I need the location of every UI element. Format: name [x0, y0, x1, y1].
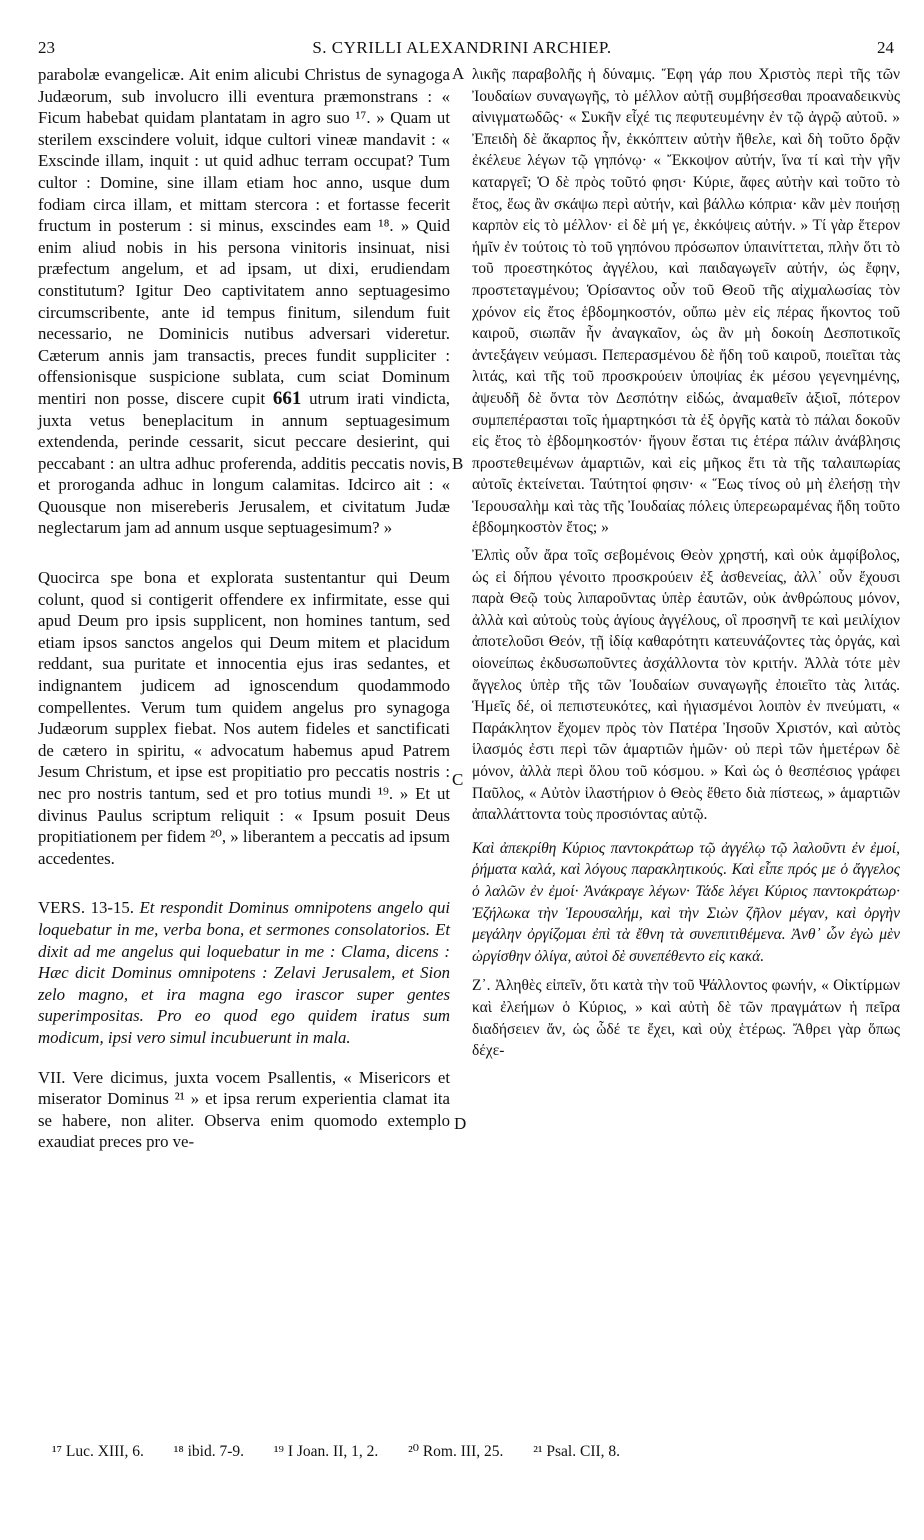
footnotes: [52, 1442, 912, 1461]
greek-paragraph-1: λικῆς παραβολῆς ἡ δύναμις. Ἔφη γάρ που Χριστὸς περὶ τῆς τῶν Ἰουδαίων συναγωγῆς, τὸ μέλλον αὐτῇ συμβήσεσθαι προαναδεικνὺς αἰνιγματωδῶς· « Συκῆν εἶχέ τις πεφυτευμένην ἐν τῷ ἀγρῷ αὐτοῦ. » Ἐπειδὴ δὲ ἄκαρπος ἦν, ἐκκόπτειν αὐτὴν ἤθελε, καὶ δὴ τοῦτο δρᾷν ἐκέλευε λέγων τῷ γηπόνῳ· « Ἔκκοψον αὐτήν, ἵνα τί καὶ τὴν γῆν καταργεῖ; Ὁ δὲ πρὸς τοῦτό φησι· Κύριε, ἄφες αὐτὴν καὶ τοῦτο τὸ ἔτος, ἕως ἂν σκάψω περὶ αὐτήν, καὶ βάλλω κόπρια· κἂν μὲν ποιήσῃ καρπὸν εἰς τὸ μέλλον· εἰ δὲ μή γε, ἐκκόψεις αὐτήν. » Τί γὰρ ἕτερον ἡμῖν ἐν τούτοις τὸ τοῦ γηπόνου πρόσωπον ὑπαινίττεται, πλὴν ὅτι τὸ τοῦ προεστηκότος ἀγγέλου, καὶ παιδαγωγεῖν αὐτήν, ὡς ἔφην, προστεταγμένου; Ὁρίσαντος οὖν τοῦ Θεοῦ τῆς αἰχμαλωσίας τὸν χρόνον εἰς ἔτος ἑβδομηκοστόν, οὔπω μὲν εἰς πέρας ἥκοντος τοῦ καιροῦ, σιωπᾶν ἦν ἀναγκαῖον, ὡς ἂν μὴ δοκοίη Δεσποτικοῖς ἀντεξάγειν νεύμασι. Πεπερασμένου δὲ ἤδη τοῦ καιροῦ, ποιεῖται τὰς λιτάς, καὶ τῆς τοῦ προσκρούειν ὑποψίας ἐκ μέσου γεγενημένης, ἀψευδῆ δὲ ὄντα τὸν Δεσπότην εἰδώς, ἀναμαθεῖν ἀξιοῖ, πότερον συμπεπέρασται τοῖς ἡμαρτηκόσι τὰ ἐξ ὀργῆς κατὰ τὸ πάλαι δοκοῦν εἰς ἔτος τὸ ἑβδομηκοστόν· ἤγουν ἔσται τις ἑτέρα πάλιν ἀνάβλησις προστεθειμένων ἁμαρτιῶν, καὶ εἰς μῆκος ἔτι τὰ τῆς ταλαιπωρίας αὐτοῖς ἐκτείνεται. Ταύτητοί φησιν· « Ἕως τίνος οὐ μὴ ἐλεήσῃ τὴν Ἱερουσαλὴμ καὶ τὰς τῆς Ἰουδαίας πόλεις ὑπερεωραμένας ἤδη τοῦτο ἑβδομηκοστὸν ἔτος; »: [472, 66, 900, 537]
greek-verse-paragraph: Καὶ ἀπεκρίθη Κύριος παντοκράτωρ τῷ ἀγγέλῳ τῷ λαλοῦντι ἐν ἐμοί, ῥήματα καλά, καὶ λόγους παρακλητικούς. Καὶ εἶπε πρός με ὁ ἄγγελος ὁ λαλῶν ἐν ἐμοί· Ἀνάκραγε λέγων· Τάδε λέγει Κύριος παντοκράτωρ· Ἐζήλωκα τὴν Ἱερουσαλήμ, καὶ τὴν Σιὼν ζῆλον μέγαν, καὶ ὀργὴν μεγάλην ὀργίζομαι ἐπὶ τὰ ἔθνη τὰ συνεπιτιθέμενα. Ἀνθ᾽ ὧν ἐγὼ μὲν ὠργίσθην ὀλίγα, αὐτοὶ δὲ συνεπέθεντο εἰς κακά.: [472, 839, 900, 965]
latin-paragraph-1b-text: utrum irati vindicta, juxta vetus beneplacitum in annum septuagesimum extendenda, perinde cessarit, sicut peccare desierint, qui peccabant : an ultra adhuc proferenda, additis peccatis novis, et proroganda adhuc in longum calamitas. Idcirco ait : « Quousque non misereberis Jerusalem, et civitatum Judæ neglectarum jam ad annum usque septuagesimum? »: [38, 388, 450, 538]
page-number-right: 24: [877, 38, 894, 57]
greek-column: [472, 64, 900, 1062]
margin-marker-d: D: [454, 1114, 467, 1133]
page-number-left: 23: [38, 38, 55, 57]
running-title: S. CYRILLI ALEXANDRINI ARCHIEP.: [312, 38, 612, 57]
latin-verse-paragraph: [38, 897, 450, 1048]
margin-marker-c: C: [452, 770, 464, 789]
latin-paragraph-1: [38, 64, 450, 539]
latin-paragraph-2: Quocirca spe bona et explorata sustentantur qui Deum colunt, quod si contigerit offendere ex infirmitate, esse qui apud Deum pro ipsis supplicent, non homines tantum, sed etiam ipsos sanctos angelos qui Deum mitem et placidum reddant, sua puritate et innocentia ejus iras sedantes, et indignantem judicem ad ignoscendum quodammodo compellentes. Verum tum quidem angelus pro synagoga Judæorum supplex fiebat. Nos autem fideles et sanctificati de cætero in spiritu, « advocatum habemus apud Patrem Jesum Christum, et ipse est propitiatio pro peccatis nostris : nec pro nostris tantum, sed et pro totius mundi ¹⁹. » Et ut divinus Paulus scriptum reliquit : « Ipsum posuit Deus propitiationem per fidem ²⁰, » liberantem a peccatis ad ipsum accedentes.: [38, 568, 450, 868]
greek-paragraph-2: Ἐλπὶς οὖν ἄρα τοῖς σεβομένοις Θεὸν χρηστή, καὶ οὐκ ἀμφίβολος, ὡς εἰ δήπου γένοιτο προσκρούειν ἐξ ἀσθενείας, ἀλλ᾽ οὖν ἔχουσι παρὰ Θεῷ τοὺς λιπαροῦντας ὑπὲρ ἑαυτῶν, οὐκ ἀνθρώπους μόνον, ἀλλὰ καὶ αὐτοὺς τοὺς ἁγίους ἀγγέλους, οἳ προσηνῆ τε καὶ μειλίχιον ἀποτελοῦσι Θεόν, τῇ ἰδίᾳ καθαρότητι κατευνάζοντες τὰς ὀργάς, καὶ οἱονείπως ἐκδυσωποῦντες ἀσχάλλοντα τὸν κριτήν. Ἀλλὰ τότε μὲν ἄγγελος ὑπὲρ τῆς τῶν Ἰουδαίων συναγωγῆς ἐποιεῖτο τὰς λιτάς. Ἡμεῖς δέ, οἱ πεπιστευκότες, καὶ ἡγιασμένοι λοιπὸν ἐν πνεύματι, « Παράκλητον ἔχομεν πρὸς τὸν Πατέρα Ἰησοῦν Χριστόν, καὶ αὐτὸς ἱλασμός ἐστι περὶ τῶν ἁμαρτιῶν ἡμῶν· οὐ περὶ τῶν ἡμετέρων δὲ μόνον, ἀλλὰ περὶ ὅλου τοῦ κόσμου. » Καὶ ὡς ὁ θεσπέσιος γράφει Παῦλος, « Αὐτὸν ἱλαστήριον ὁ Θεὸς ἔθετο διὰ πίστεως, » ἁμαρτιῶν ἀπαλλάττοντα τοὺς προσιόντας αὐτῷ.: [472, 547, 900, 824]
margin-marker-b: B: [452, 454, 464, 473]
latin-paragraph-1-text: parabolæ evangelicæ. Ait enim alicubi Christus de synagoga Judæorum, sub involucro illi eventura præmonstrans : « Ficum habebat quidam plantatam in agro suo ¹⁷. » Quam ut sterilem exscindere voluit, idque cultori vineæ mandavit : « Exscinde illam, inquit : ut quid adhuc terram occupat? Tum cultor : Domine, sine illam etiam hoc anno, usque dum fodiam circa illam, et mittam stercora : et fortasse fecerit fructum in posterum : si minus, exscindes eam ¹⁸. » Quid enim aliud nobis in his persona vinitoris insinuat, nisi præfectum angelum, et ad ipsam, ut dixi, erudiendam constitutum? Igitur Deo captivitatem anno septuagesimo circumscribente, ante id tempus finitum, silendum fuit necessario, ne Dominicis nutibus adversari videretur. Cæterum annis jam transactis, preces fundit suppliciter : offensionisque suspicione sublata, cum sciat Dominum mentiri non posse, discere cupit: [38, 65, 450, 408]
margin-marker-a: A: [452, 64, 465, 83]
footnote-17: ¹⁷ Luc. XIII, 6.: [52, 1443, 144, 1460]
greek-paragraph-4: Ζ᾽. Ἀληθὲς εἰπεῖν, ὅτι κατὰ τὴν τοῦ Ψάλλοντος φωνήν, « Οἰκτίρμων καὶ ἐλεήμων ὁ Κύριος, » καὶ αὐτὴ δὲ τῶν πραγμάτων ἡ πεῖρα διαδήσειεν ἄν, ὡς ὧδέ τε ἔχει, καὶ οὐχ ἑτέρως. Ἄθρει γὰρ ὅπως δέχε-: [472, 977, 900, 1060]
verse-label: VERS. 13-15.: [38, 898, 134, 918]
page-mark-661: 661: [272, 387, 302, 409]
latin-paragraph-4: VII. Vere dicimus, juxta vocem Psallentis, « Misericors et miserator Dominus ²¹ » et ipsa rerum experientia clamat ita se habere, non aliter. Observa enim quomodo extemplo exaudiat preces pro ve-: [38, 1067, 450, 1152]
footnote-18: ¹⁸ ibid. 7-9.: [173, 1443, 245, 1460]
running-header: [0, 20, 924, 56]
footnote-19: ¹⁹ I Joan. II, 1, 2.: [273, 1443, 379, 1460]
footnote-20: ²⁰ Rom. III, 25.: [408, 1443, 504, 1460]
footnote-21: ²¹ Psal. CII, 8.: [533, 1443, 621, 1460]
verse-text: Et respondit Dominus omnipotens angelo qui loquebatur in me, verba bona, et sermones consolatorios. Et dixit ad me angelus qui loquebatur in me : Clama, dicens : Hæc dicit Dominus omnipotens : Zelavi Jerusalem, et Sion zelo magno, et ira magna ego irascor super gentes superimpositas. Pro eo quod ego quidem iratus sum modicum, ipsi vero simul incubuerunt in mala.: [38, 898, 450, 1047]
latin-column: [38, 64, 450, 1153]
